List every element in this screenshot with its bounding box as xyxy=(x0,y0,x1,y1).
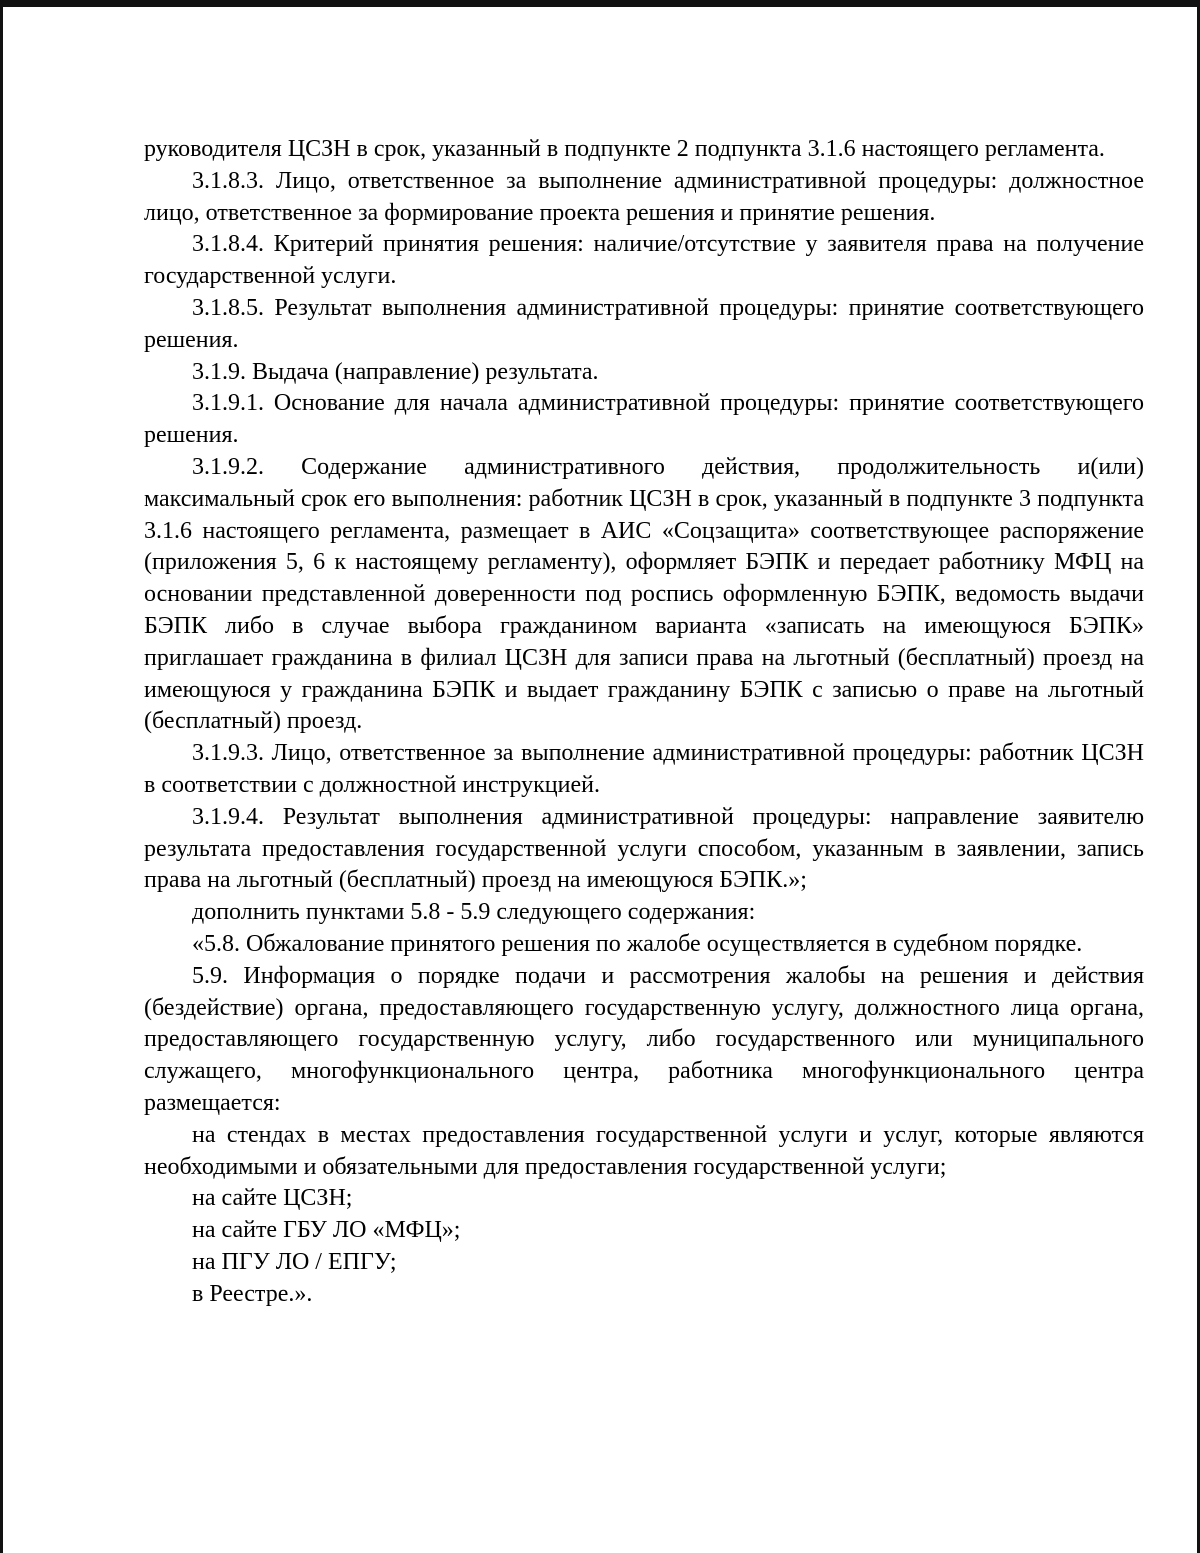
paragraph-3-1-9-4: 3.1.9.4. Результат выполнения административной процедуры: направление заявителю результата предоставления государственной услуги способом, указанным в заявлении, запись права на льготный (бесплатный) проезд на имеющуюся БЭПК.»; xyxy=(144,803,1144,894)
list-item-cszn-site: на сайте ЦСЗН; xyxy=(192,1185,353,1212)
paragraph-5-8: «5.8. Обжалование принятого решения по жалобе осуществляется в судебном порядке. xyxy=(192,930,1083,957)
scan-edge-left xyxy=(0,0,3,1553)
paragraph-3-1-8-3: 3.1.8.3. Лицо, ответственное за выполнение административной процедуры: должностное лицо, ответственное за формирование проекта решения и принятие решения. xyxy=(144,167,1144,226)
list-item-registry: в Реестре.». xyxy=(192,1280,313,1307)
paragraph-stands: на стендах в местах предоставления государственной услуги и услуг, которые являются необходимыми и обязательными для предоставления государственной услуги; xyxy=(144,1121,1144,1180)
scan-edge-top xyxy=(0,0,1200,7)
paragraph-3-1-9: 3.1.9. Выдача (направление) результата. xyxy=(192,358,599,385)
paragraph-3-1-9-1: 3.1.9.1. Основание для начала административной процедуры: принятие соответствующего решения. xyxy=(144,390,1144,449)
paragraph-3-1-9-3: 3.1.9.3. Лицо, ответственное за выполнение административной процедуры: работник ЦСЗН в соответствии с должностной инструкцией. xyxy=(144,740,1144,798)
document-body xyxy=(144,134,1144,1310)
paragraph-3-1-9-2: 3.1.9.2. Содержание административного действия, продолжительность и(или) максимальный срок его выполнения: работник ЦСЗН в срок, указанный в подпункте 3 подпункта 3.1.6 настоящего регламента, размещает в АИС «Соцзащита» соответствующее распоряжение (приложения 5, 6 к настоящему регламенту), оформляет БЭПК и передает работнику МФЦ на основании представленной доверенности под роспись оформленную БЭПК, ведомость выдачи БЭПК либо в случае выбора гражданином варианта «записать на имеющуюся БЭПК» приглашает гражданина в филиал ЦСЗН для записи права на льготный (бесплатный) проезд на имеющуюся у гражданина БЭПК и выдает гражданину БЭПК с записью о праве на льготный (бесплатный) проезд. xyxy=(144,453,1144,735)
paragraph-3-1-8-4: 3.1.8.4. Критерий принятия решения: наличие/отсутствие у заявителя права на получение государственной услуги. xyxy=(144,231,1144,290)
paragraph-3-1-8-5: 3.1.8.5. Результат выполнения административной процедуры: принятие соответствующего решения. xyxy=(144,294,1144,353)
list-item-mfc-site: на сайте ГБУ ЛО «МФЦ»; xyxy=(192,1217,461,1244)
list-item-pgu: на ПГУ ЛО / ЕПГУ; xyxy=(192,1248,397,1275)
paragraph-amendment-intro: дополнить пунктами 5.8 - 5.9 следующего содержания: xyxy=(192,899,756,926)
paragraph-continuation: руководителя ЦСЗН в срок, указанный в подпункте 2 подпункта 3.1.6 настоящего регламента. xyxy=(144,136,1105,162)
paragraph-5-9: 5.9. Информация о порядке подачи и рассмотрения жалобы на решения и действия (бездействие) органа, предоставляющего государственную услугу, должностного лица органа, предоставляющего государственную услугу, либо государственного или муниципального служащего, многофункционального центра, работника многофункционального центра размещается: xyxy=(144,962,1144,1116)
